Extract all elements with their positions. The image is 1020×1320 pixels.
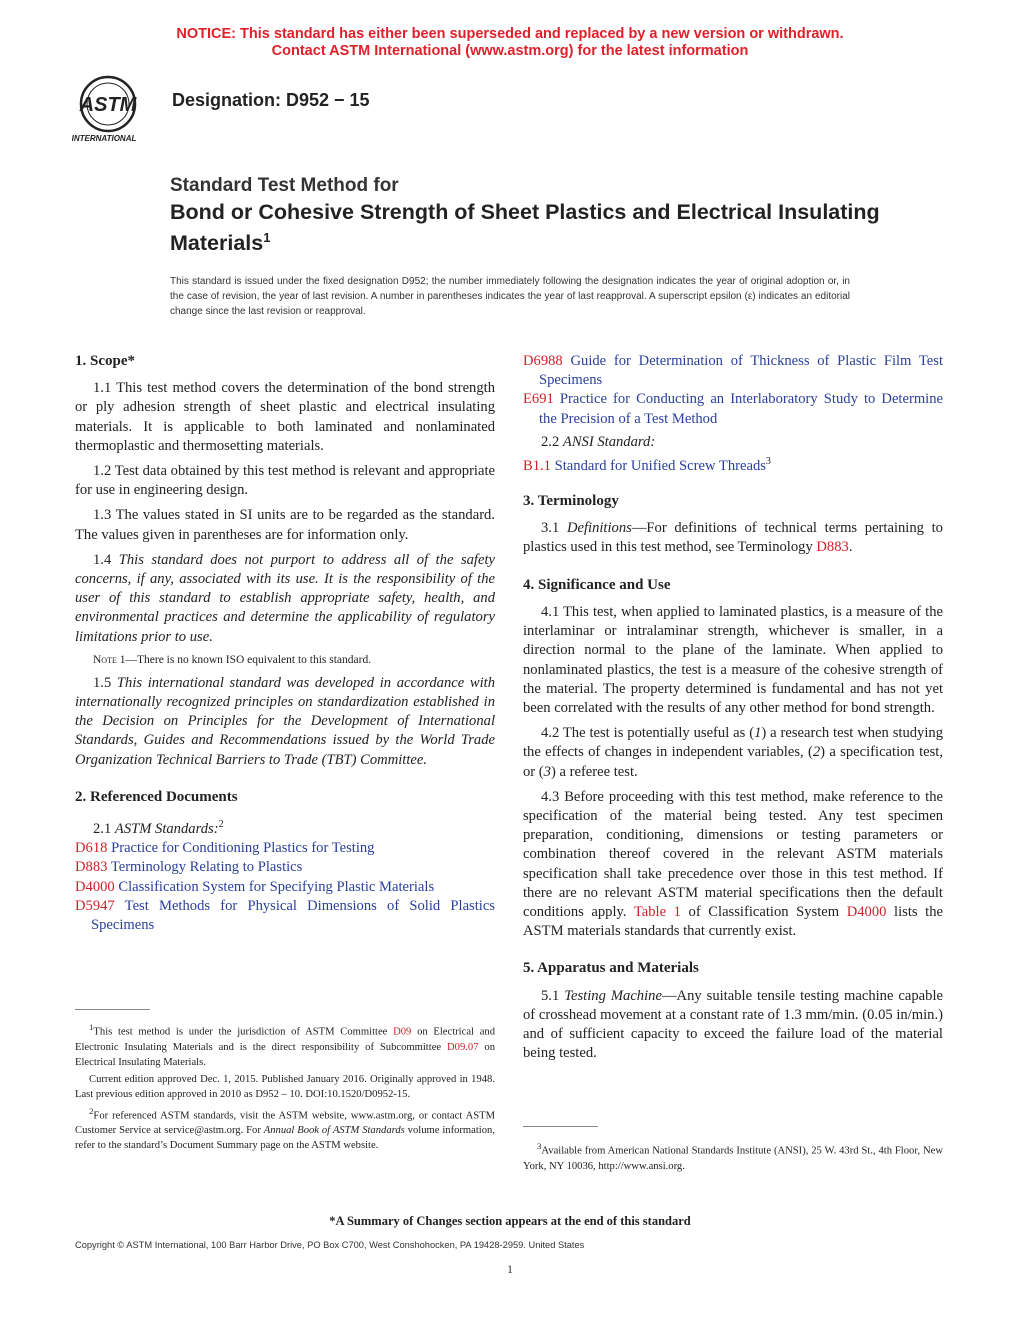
title-main [170,199,890,256]
ref-code[interactable]: D883 [75,859,108,876]
para-4-2-c: ) a specification test, or ( [523,744,943,780]
para-1-1: 1.1 This test method covers the determination of the bond strength or ply adhesion strength of sheet plastic and electrical insulating materials. It is applicable to both laminated and nonlaminated thermoplastic and thermosetting materials. [75,380,495,454]
para-3-1-num: 3.1 [541,520,560,537]
para-2-1 [75,815,495,839]
ref-title[interactable]: Classification System for Specifying Plastic Materials [118,878,435,895]
ref-title[interactable]: Test Methods for Physical Dimensions of Solid Plastics Specimens [91,897,495,933]
para-1-4 [75,551,495,647]
para-1-5-text: This international standard was developed in accordance with internationally recognized principles on standardization established in the Decision on Principles for the Development of International Standards, Guides and Recommendations issued by the World Trade Organization Technical Barriers to Trade (TBT) Committee. [75,674,496,768]
section-heading-terminology: 3. Terminology [523,493,619,510]
withdrawn-notice [0,26,1020,60]
section-heading-significance: 4. Significance and Use [523,576,671,593]
para-2-1-num: 2.1 [93,820,112,837]
para-1-3: 1.3 The values stated in SI units are to be regarded as the standard. The values given in parentheses are for information only. [75,507,495,543]
para-4-2-b: ) a research test when studying the effects of changes in independent variables, ( [523,725,943,761]
ref-item-d618[interactable] [75,839,495,858]
footnote-2-book: Annual Book of ASTM Standards [263,1125,405,1137]
ref-code[interactable]: E691 [523,391,554,408]
para-1-5-num: 1.5 [93,674,112,691]
link-d883[interactable]: D883 [816,539,849,556]
footnote-1-edition: Current edition approved Dec. 1, 2015. Published January 2016. Originally approved in 1948. Last previous edition approved in 2010 as D952 – 10. DOI:10.1520/D0952-15. [75,1073,495,1100]
footnote-3-text: Available from American National Standards Institute (ANSI), 25 W. 43rd St., 4th Floor, New York, NY 10036, http://www.ansi.org. [523,1145,943,1172]
para-4-3-c: lists the ASTM materials standards that currently exist. [523,903,943,940]
para-4-2-n2: 2 [812,744,821,761]
para-1-2: 1.2 Test data obtained by this test method is relevant and appropriate for use in engineering design. [75,463,495,499]
logo-subtext: INTERNATIONAL [72,134,137,143]
section-heading-apparatus: 5. Apparatus and Materials [523,960,699,977]
para-4-3 [523,788,943,942]
ansi-footnote-mark: 3 [765,456,771,468]
para-4-2-d: ) a referee test. [550,763,638,780]
ref-item-e691[interactable] [523,390,943,428]
astm-standards-label: ASTM Standards: [114,820,219,837]
footnote-2-a: For referenced ASTM standards, visit the ASTM website, www.astm.org, or contact ASTM Customer Service at service@astm.org. For [75,1110,495,1137]
para-5-1 [523,987,943,1064]
para-2-2 [523,433,943,452]
astm-logo-icon [72,74,164,146]
copyright: Copyright © ASTM International, 100 Barr Harbor Drive, PO Box C700, West Conshohocken, PA 19428-2959. United States [75,1240,585,1250]
para-5-1-text: —Any suitable tensile testing machine capable of crosshead movement at a constant rate of 1.3 mm/min. (0.05 in/min.) and of sufficient capacity to exceed the failure load of the material being tested. [523,987,943,1062]
footnote-1-a: This test method is under the jurisdiction of ASTM Committee [93,1026,394,1038]
footnote-1-b: on Electrical and Electronic Insulating Materials and is the direct responsibility of Subcommittee [75,1026,495,1053]
link-d09[interactable]: D09 [393,1026,412,1038]
para-1-4-num: 1.4 [93,551,112,568]
ansi-standard-label: ANSI Standard: [562,433,656,450]
ref-code[interactable]: D6988 [523,353,563,369]
para-4-3-a: 4.3 Before proceeding with this test method, make reference to the specification of the material being tested. Any test specimen preparation, conditioning, dimensions or testing parameters or combination thereof covered in the relevant ASTM materials specification shall take precedence over those in this test method. If there are no relevant ASTM material specifications then the default conditions apply. [523,788,943,920]
link-d4000[interactable]: D4000 [846,903,887,920]
para-4-1: 4.1 This test, when applied to laminated plastics, is a measure of the interlaminar or intralaminar strength, whichever is smaller, in a direction normal to the plane of the laminate. When applied to nonlaminated plastics, the test is a measure of the cohesive strength of the material. The property determined is fundamental and has not yet been correlated with the results of any other method for bond strength. [523,603,943,716]
para-1-4-text: This standard does not purport to address all of the safety concerns, if any, associated with its use. It is the responsibility of the user of this standard to establish appropriate safety, health, and environmental practices and determine the applicability of regulatory limitations prior to use. [75,551,495,645]
note-1-label: Note 1 [93,653,126,666]
title-line-1: Standard Test Method for [170,175,399,196]
astm-logo [72,74,164,146]
para-2-2-num: 2.2 [541,433,560,450]
ref-item-d5947[interactable] [75,897,495,935]
para-3-1-text: —For definitions of technical terms pertaining to plastics used in this test method, see Terminology [523,520,943,556]
section-heading-refdocs: 2. Referenced Documents [75,788,238,805]
left-column [75,352,495,935]
para-5-1-num: 5.1 [541,987,560,1004]
footnote-2 [75,1104,495,1154]
issued-note: This standard is issued under the fixed designation D952; the number immediately following the designation indicates the year of original adoption or, in the case of revision, the year of last revision. A number in parentheses indicates the year of last reapproval. A superscript epsilon (ε) indicates an editorial change since the last revision or reapproval. [170,276,850,317]
ref-item-d6988[interactable] [523,352,943,390]
para-4-2-a: 4.2 The test is potentially useful as ( [541,725,755,742]
ref-item-d4000[interactable] [75,878,495,897]
ref-code[interactable]: D5947 [75,897,115,914]
note-1 [75,653,495,668]
footnote-rule [75,1009,150,1010]
right-column [523,352,943,1069]
footnote-3 [523,1139,943,1174]
page-number: 1 [507,1262,513,1276]
title-footnote-mark: 1 [263,230,271,245]
footnote-1-num: 1 [89,1022,94,1032]
section-heading-scope: 1. Scope* [75,353,135,369]
designation: Designation: D952 − 15 [172,90,370,110]
ref-title[interactable]: Terminology Relating to Plastics [110,859,303,876]
ref-title[interactable]: Standard for Unified Screw Threads [554,457,766,474]
ref-code[interactable]: D4000 [75,878,115,895]
astm-standards-footnote: 2 [218,819,224,831]
para-4-3-b: of Classification System [680,903,847,920]
footnote-1 [75,1020,495,1070]
footnotes-right [523,1126,943,1176]
ref-item-b1-1[interactable] [523,452,943,476]
logo-text: ASTM [79,94,137,116]
para-5-1-term: Testing Machine [564,987,662,1004]
ref-title[interactable]: Guide for Determination of Thickness of Plastic Film Test Specimens [539,353,943,389]
para-1-5 [75,674,495,770]
ref-title[interactable]: Practice for Conditioning Plastics for Testing [111,840,375,857]
footnote-1-c: on Electrical Insulating Materials. [75,1041,495,1068]
footnote-2-b: volume information, refer to the standard’s Document Summary page on the ASTM website. [75,1125,495,1152]
ref-code[interactable]: D618 [75,840,108,857]
footnotes-left [75,1009,495,1155]
para-3-1-end: . [848,539,853,556]
summary-of-changes-note: *A Summary of Changes section appears at the end of this standard [329,1214,691,1228]
para-3-1 [523,519,943,557]
notice-line-1: NOTICE: This standard has either been superseded and replaced by a new version or withdrawn. [176,26,844,42]
footnote-rule [523,1126,598,1127]
link-table-1[interactable]: Table 1 [633,903,681,920]
footnote-2-num: 2 [89,1105,94,1116]
para-3-1-term: Definitions [566,520,632,537]
ref-title[interactable]: Practice for Conducting an Interlaboratory Study to Determine the Precision of a Test Method [539,391,944,427]
para-4-2 [523,724,943,782]
notice-line-2: Contact ASTM International (www.astm.org) for the latest information [271,43,749,59]
footnote-3-num: 3 [537,1141,542,1151]
link-d09-07[interactable]: D09.07 [447,1041,479,1053]
title-main-text: Bond or Cohesive Strength of Sheet Plastics and Electrical Insulating Materials [170,200,880,256]
ref-item-d883[interactable] [75,858,495,877]
para-4-2-n1: 1 [754,725,762,742]
para-4-2-n3: 3 [543,763,551,780]
ref-code[interactable]: B1.1 [523,457,551,474]
note-1-text: —There is no known ISO equivalent to this standard. [125,653,372,666]
